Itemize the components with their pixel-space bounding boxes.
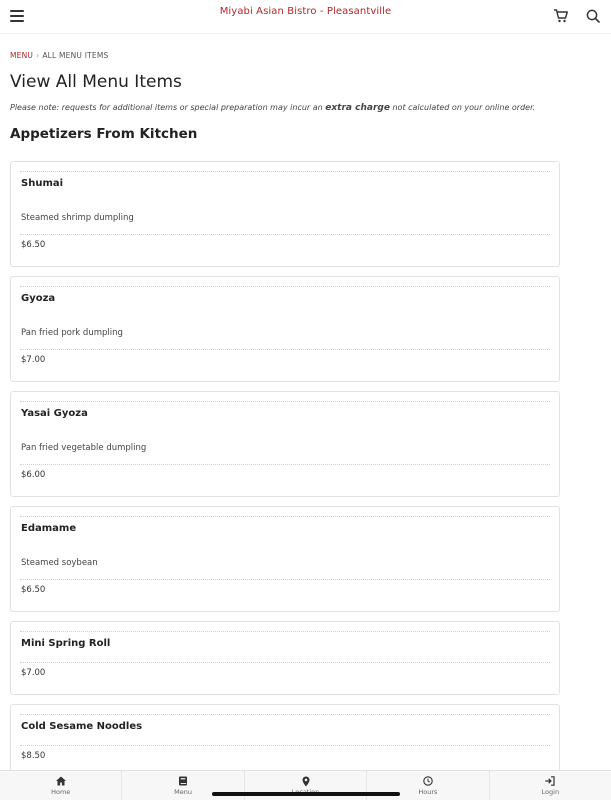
- page-title: View All Menu Items: [10, 72, 182, 92]
- item-name: Edamame: [21, 523, 77, 534]
- book-icon: [179, 776, 188, 786]
- map-pin-icon: [302, 776, 310, 787]
- item-description: Pan fried vegetable dumpling: [21, 443, 147, 453]
- menu-item-card[interactable]: [10, 391, 560, 497]
- item-name: Cold Sesame Noodles: [21, 721, 143, 732]
- menu-item-card[interactable]: [10, 276, 560, 382]
- cart-icon[interactable]: [553, 8, 569, 24]
- item-price: $7.00: [21, 355, 46, 365]
- notice-text-after: not calculated on your online order.: [389, 103, 536, 112]
- home-indicator-bar: [212, 792, 400, 796]
- item-description: Steamed shrimp dumpling: [21, 213, 134, 223]
- item-description: Steamed soybean: [21, 558, 98, 568]
- nav-home[interactable]: [0, 771, 122, 800]
- item-description: Pan fried pork dumpling: [21, 328, 123, 338]
- menu-item-card[interactable]: [10, 161, 560, 267]
- item-name: Yasai Gyoza: [21, 408, 88, 419]
- extra-charge-notice: [10, 103, 605, 113]
- top-bar: [0, 0, 611, 34]
- notice-text-before: Please note: requests for additional items or special preparation may incur an: [10, 103, 326, 112]
- search-icon[interactable]: [585, 8, 601, 24]
- item-price: $6.50: [21, 585, 46, 595]
- breadcrumb-current: ALL MENU ITEMS: [42, 51, 109, 60]
- nav-hours-label: Hours: [418, 788, 438, 796]
- item-price: $6.00: [21, 470, 46, 480]
- item-name: Gyoza: [21, 293, 56, 304]
- login-icon: [545, 776, 556, 786]
- item-name: Shumai: [21, 178, 64, 189]
- nav-home-label: Home: [51, 788, 71, 796]
- item-price: $8.50: [21, 751, 46, 761]
- nav-login-label: Login: [541, 788, 560, 796]
- item-name: Mini Spring Roll: [21, 638, 111, 649]
- clock-icon: [423, 776, 433, 786]
- item-price: $7.00: [21, 668, 46, 678]
- section-title: Appetizers From Kitchen: [10, 126, 198, 142]
- item-price: $6.50: [21, 240, 46, 250]
- breadcrumb-menu-link[interactable]: MENU: [10, 51, 34, 60]
- breadcrumb: [10, 51, 108, 60]
- site-title[interactable]: Miyabi Asian Bistro - Pleasantville: [219, 6, 392, 17]
- home-icon: [55, 776, 66, 786]
- breadcrumb-separator: ›: [36, 51, 40, 60]
- menu-item-card[interactable]: [10, 621, 560, 695]
- nav-menu-label: Menu: [174, 788, 193, 796]
- menu-item-card[interactable]: [10, 506, 560, 612]
- notice-bold-text: extra charge: [325, 103, 390, 113]
- nav-login[interactable]: [490, 771, 611, 800]
